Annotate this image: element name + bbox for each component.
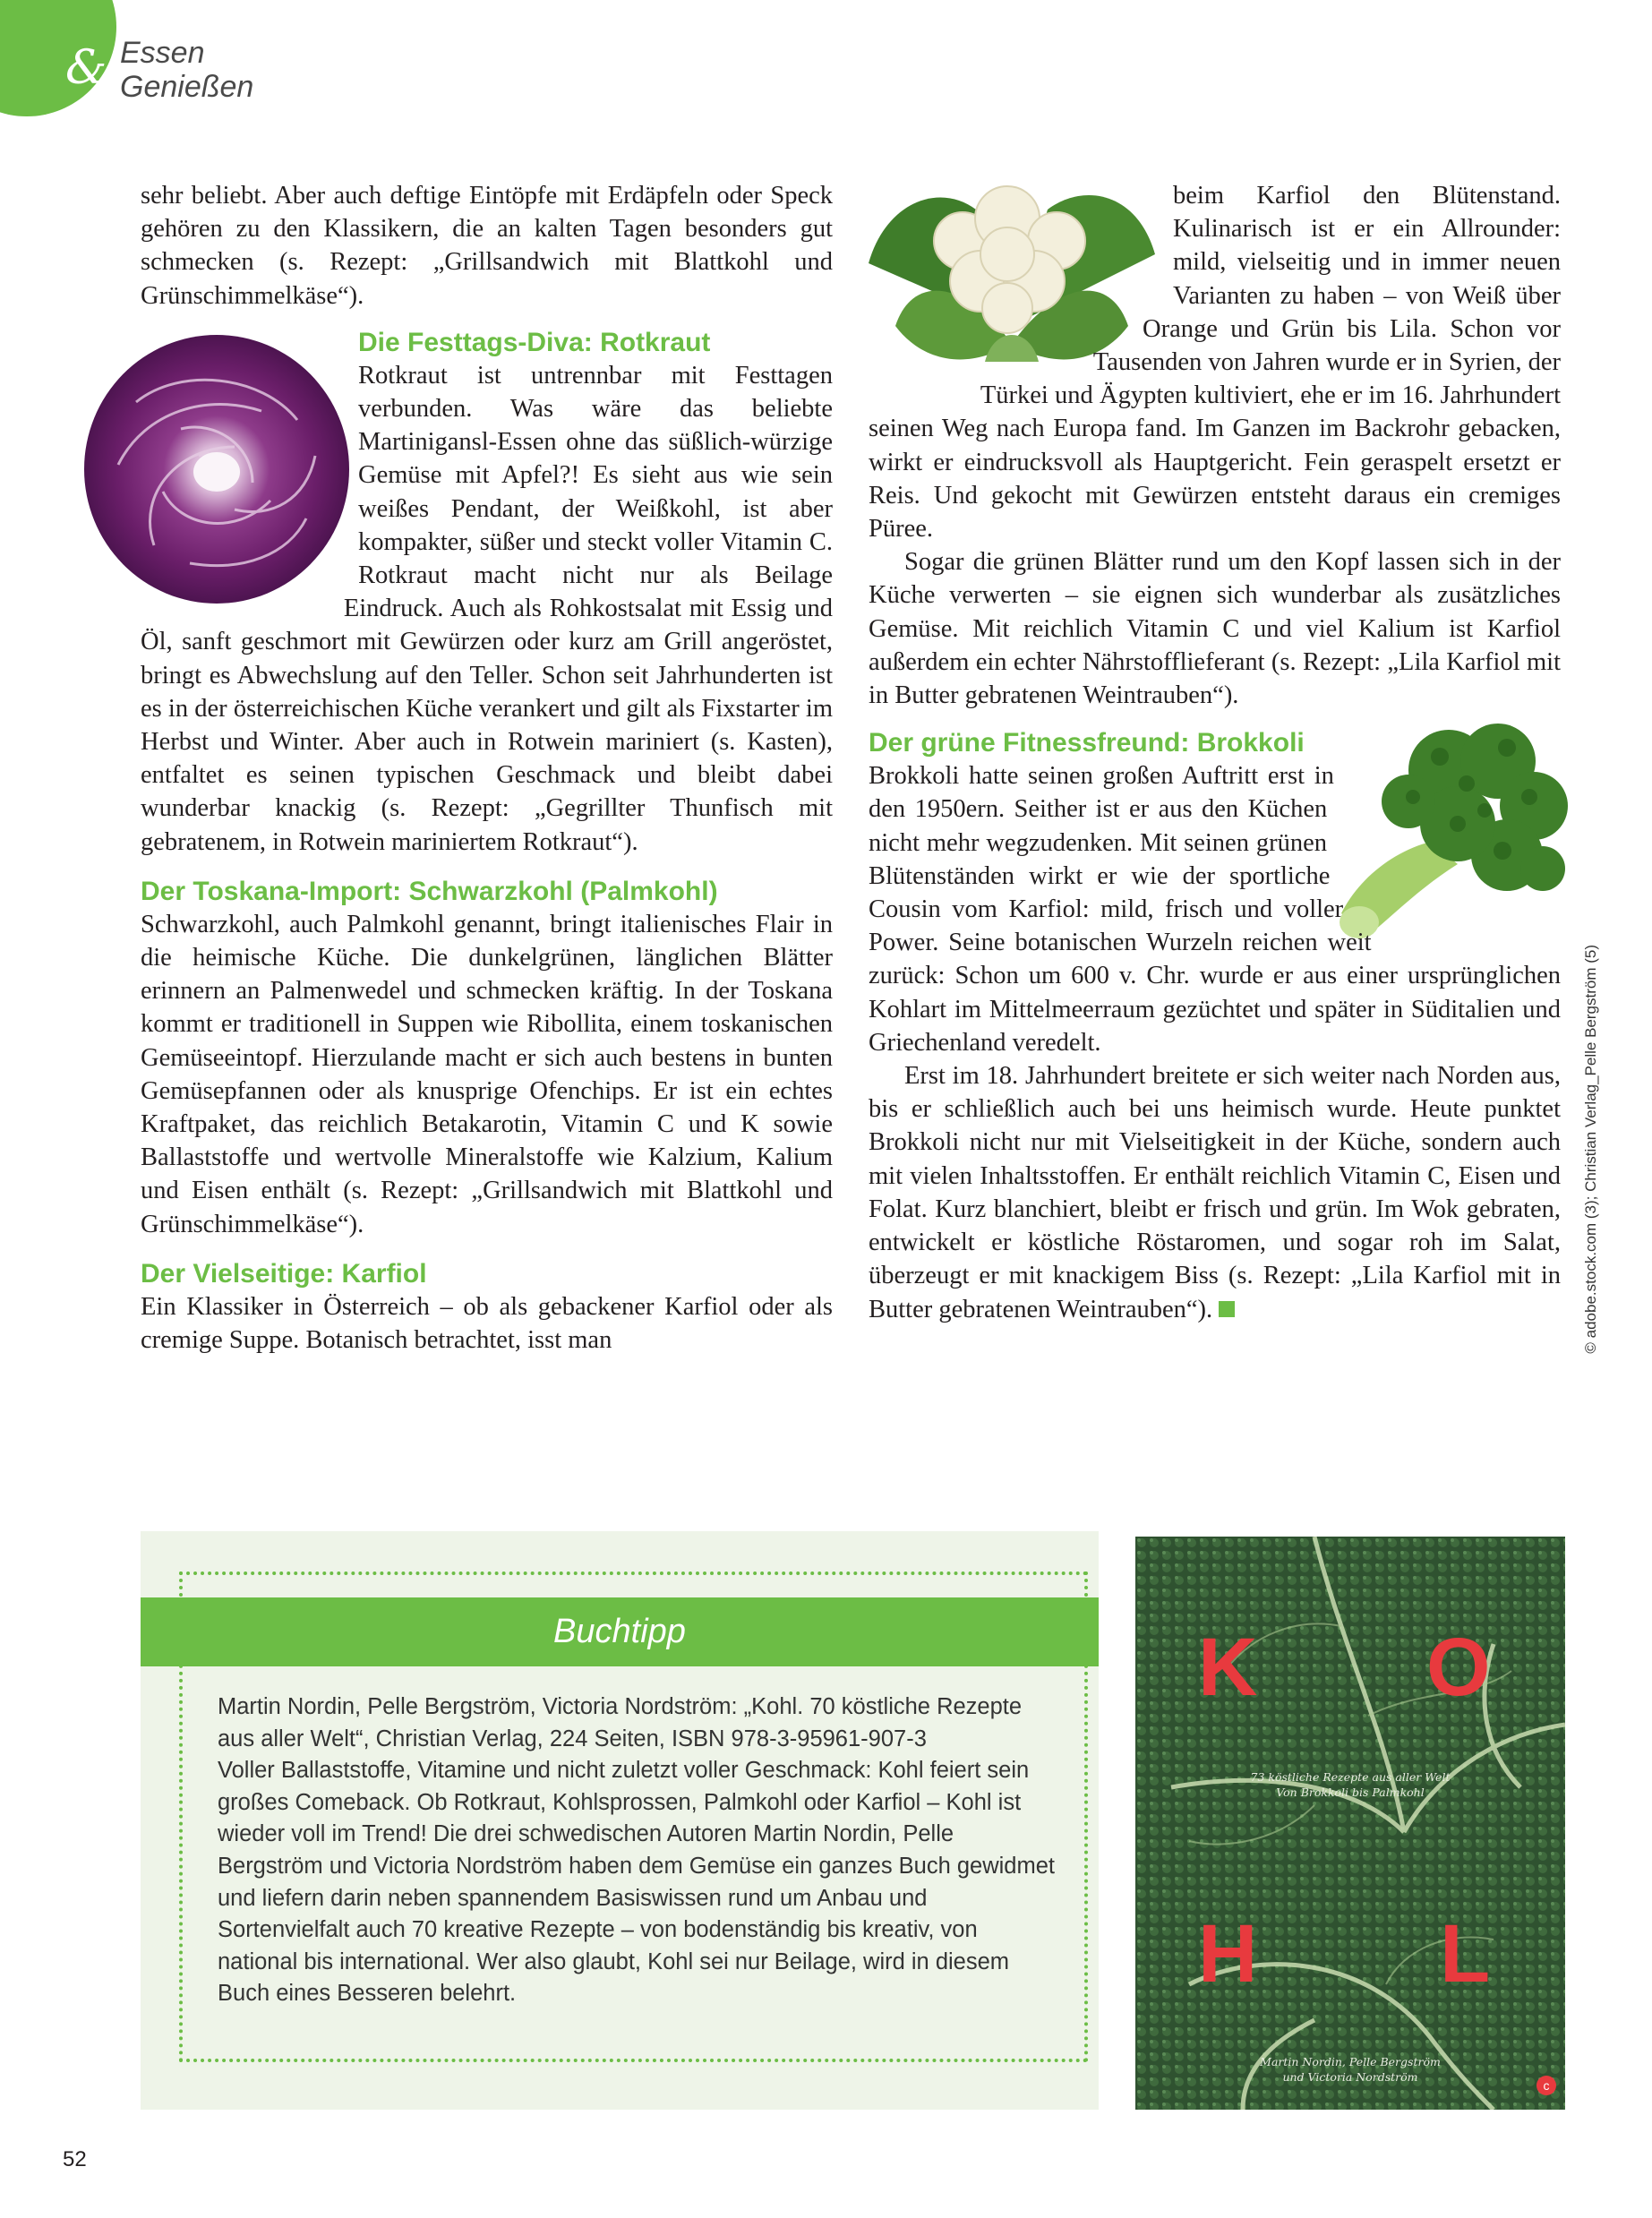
cover-publisher-logo bbox=[1536, 2076, 1556, 2095]
cover-authors-line1: Martin Nordin, Pelle Bergström bbox=[1260, 2055, 1441, 2068]
cover-letter-h: H bbox=[1198, 1908, 1258, 2000]
karfiol-continued-paragraph: beim Karfiol den Blütenstand. Kulinarisch ist er ein Allrounder: mild, vielseitig und in immer neuen Varianten zu haben – von Weiß über Orange und Grün bis Lila. Schon vor Tausenden von Jahren wurde er in Syrien, der Türkei und Ägypten kultiviert, ehe er im 16. Jahrhundert seinen Weg nach Europa fand. Im Ganzen im Backrohr gebacken, wirkt er eindrucksvoll als Hauptgericht. Fein geraspelt ersetzt er Reis. Und gekocht mit Gewürzen entsteht daraus ein cremiges Püree. bbox=[869, 182, 1561, 544]
photo-credit: © adobe.stock.com (3); Christian Verlag_Pelle Bergström (5) bbox=[1582, 945, 1599, 1354]
broccoli-image bbox=[1323, 707, 1570, 949]
buchtipp-citation: Martin Nordin, Pelle Bergström, Victoria Nordström: „Kohl. 70 köstliche Rezepte aus aller Welt“, Christian Verlag, 224 Seiten, ISBN 978-3-95961-907-3 bbox=[218, 1694, 1023, 1751]
cover-letter-k: K bbox=[1198, 1622, 1258, 1713]
buchtipp-text bbox=[218, 1691, 1059, 2010]
brokkoli-second-paragraph bbox=[869, 1059, 1561, 1326]
schwarzkohl-paragraph: Schwarzkohl, auch Palmkohl genannt, bringt italienisches Flair in die heimische Küche. Die dunkelgrünen, länglichen Blätter erinnern an Palmenwedel und schmecken kräftig. In der Toskana kommt er traditionell in Suppen wie Ribollita, einem toskanischen Gemüseeintopf. Hierzulande macht er sich auch bestens in bunten Gemüsepfannen oder als knusprige Ofenchips. Er ist ein echtes Kraftpaket, das reichlich Betakarotin, Vitamin C und K sowie Ballaststoffe und wertvolle Mineralstoffe wie Kalzium, Kalium und Eisen enthält (s. Rezept: „Grillsandwich mit Blattkohl und Grünschimmelkäse“). bbox=[141, 910, 833, 1238]
rotkraut-paragraph: Rotkraut ist untrennbar mit Festtagen verbunden. Was wäre das beliebte Martinigansl-Essen ohne das süßlich-würzige Gemüse mit Apfel?! Es sieht aus wie sein weißes Pendant, der Weißkohl, ist aber kompakter, süßer und steckt voller Vitamin C. Rotkraut macht nicht nur als Beilage Eindruck. Auch als Rohkostsalat mit Essig und Öl, sanft geschmort mit Gewürzen oder kurz am Grill angeröstet, bringt es Abwechslung auf den Teller. Schon seit Jahrhunderten ist es in der österreichischen Küche verankert und gilt als Fixstarter im Herbst und Winter. Aber auch in Rotwein mariniert (s. Kasten), entfaltet es seinen typischen Geschmack und bleibt dabei wunderbar knackig (s. Rezept: „Gegrillter Thunfisch mit gebratenem, in Rotwein mariniertem Rotkraut“). bbox=[141, 361, 833, 856]
section-label-line1: Essen bbox=[120, 36, 205, 70]
section-ampersand: & bbox=[65, 41, 107, 95]
article-end-mark bbox=[1219, 1301, 1235, 1317]
left-column bbox=[141, 179, 833, 1357]
cover-subtitle-line2: Von Brokkoli bis Palmkohl bbox=[1276, 1786, 1425, 1799]
section-label-line2: Genießen bbox=[120, 70, 254, 104]
karfiol-leaves-paragraph: Sogar die grünen Blätter rund um den Kopf lassen sich in der Küche verwerten – sie eignen sich wunderbar als zusätzliches Gemüse. Mit reichlich Vitamin C und viel Kalium ist Karfiol außerdem ein echter Nährstofflieferant (s. Rezept: „Lila Karfiol mit in Butter gebratenen Weintrauben“). bbox=[869, 548, 1561, 710]
buchtipp-title: Buchtipp bbox=[553, 1613, 686, 1650]
cover-authors bbox=[1207, 2054, 1494, 2085]
right-column bbox=[869, 179, 1561, 1326]
cover-subtitle-line1: 73 köstliche Rezepte aus aller Welt bbox=[1250, 1770, 1451, 1784]
buchtipp-body: Voller Ballaststoffe, Vitamine und nicht zuletzt voller Geschmack: Kohl feiert sein großes Comeback. Ob Rotkraut, Kohlsprossen, Palmkohl oder Karfiol – Kohl ist wieder voll im Trend! Die drei schwedischen Autoren Martin Nordin, Pelle Bergström und Victoria Nordström haben dem Gemüse ein ganzes Buch gewidmet und liefern darin neben spannendem Basiswissen rund um Anbau und Sortenvielfalt auch 70 kreative Rezepte – von bodenständig bis kreativ, von national bis international. Wer also glaubt, Kohl sei nur Beilage, wird in diesem Buch eines Besseren belehrt. bbox=[218, 1758, 1055, 2007]
red-cabbage-image bbox=[82, 313, 351, 617]
cover-letter-o: O bbox=[1426, 1622, 1491, 1713]
cover-publisher-mark: c bbox=[1543, 2078, 1550, 2093]
broccoli-illustration bbox=[1323, 707, 1570, 949]
cover-subtitle bbox=[1207, 1769, 1494, 1800]
red-cabbage-illustration bbox=[82, 313, 351, 617]
page-number: 52 bbox=[63, 2147, 87, 2171]
intro-paragraph: sehr beliebt. Aber auch deftige Eintöpfe mit Erdäpfeln oder Speck gehören zu den Klassikern, die an kalten Tagen besonders gut schmecken (s. Rezept: „Grillsandwich mit Blattkohl und Grünschimmelkäse“). bbox=[141, 182, 833, 310]
section-label bbox=[120, 36, 253, 104]
brokkoli-heading: Der grüne Fitnessfreund: Brokkoli bbox=[869, 728, 1305, 758]
brokkoli-second-text: Erst im 18. Jahrhundert breitete er sich weiter nach Norden aus, bis er schließlich auch bei uns heimisch wurde. Heute punktet Brokkoli nicht nur mit Vielseitigkeit in der Küche, sondern auch mit vielen Inhaltsstoffen. Er enthält reichlich Vitamin C, Eisen und Folat. Kurz blanchiert, bleibt er frisch und grün. Im Wok gebraten, entwickelt er köstliche Röstaromen, und sogar roh im Salat, überzeugt er mit knackigem Biss (s. Rezept: „Lila Karfiol mit in Butter gebratenen Weintrauben“). bbox=[869, 1062, 1561, 1323]
rotkraut-heading: Die Festtags-Diva: Rotkraut bbox=[358, 327, 711, 357]
book-cover bbox=[1135, 1537, 1565, 2110]
schwarzkohl-heading: Der Toskana-Import: Schwarzkohl (Palmkohl) bbox=[141, 876, 718, 906]
cover-authors-line2: und Victoria Nordström bbox=[1282, 2070, 1418, 2084]
cover-letter-l: L bbox=[1440, 1908, 1491, 2000]
karfiol-paragraph: Ein Klassiker in Österreich – ob als gebackener Karfiol oder als cremige Suppe. Botanisch betrachtet, isst man bbox=[141, 1292, 833, 1355]
karfiol-heading: Der Vielseitige: Karfiol bbox=[141, 1258, 427, 1289]
brokkoli-paragraph: Brokkoli hatte seinen großen Auftritt erst in den 1950ern. Seither ist er aus den Küchen nicht mehr wegzudenken. Mit seinen grünen Blütenständen wirkt er wie der sportliche Cousin vom Karfiol: mild, frisch und voller Power. Seine botanischen Wurzeln reichen weit zurück: Schon um 600 v. Chr. wurde er aus einer ursprünglichen Kohlart im Mittelmeerraum gezüchtet und später in Süditalien und Griechenland veredelt. bbox=[869, 762, 1561, 1057]
